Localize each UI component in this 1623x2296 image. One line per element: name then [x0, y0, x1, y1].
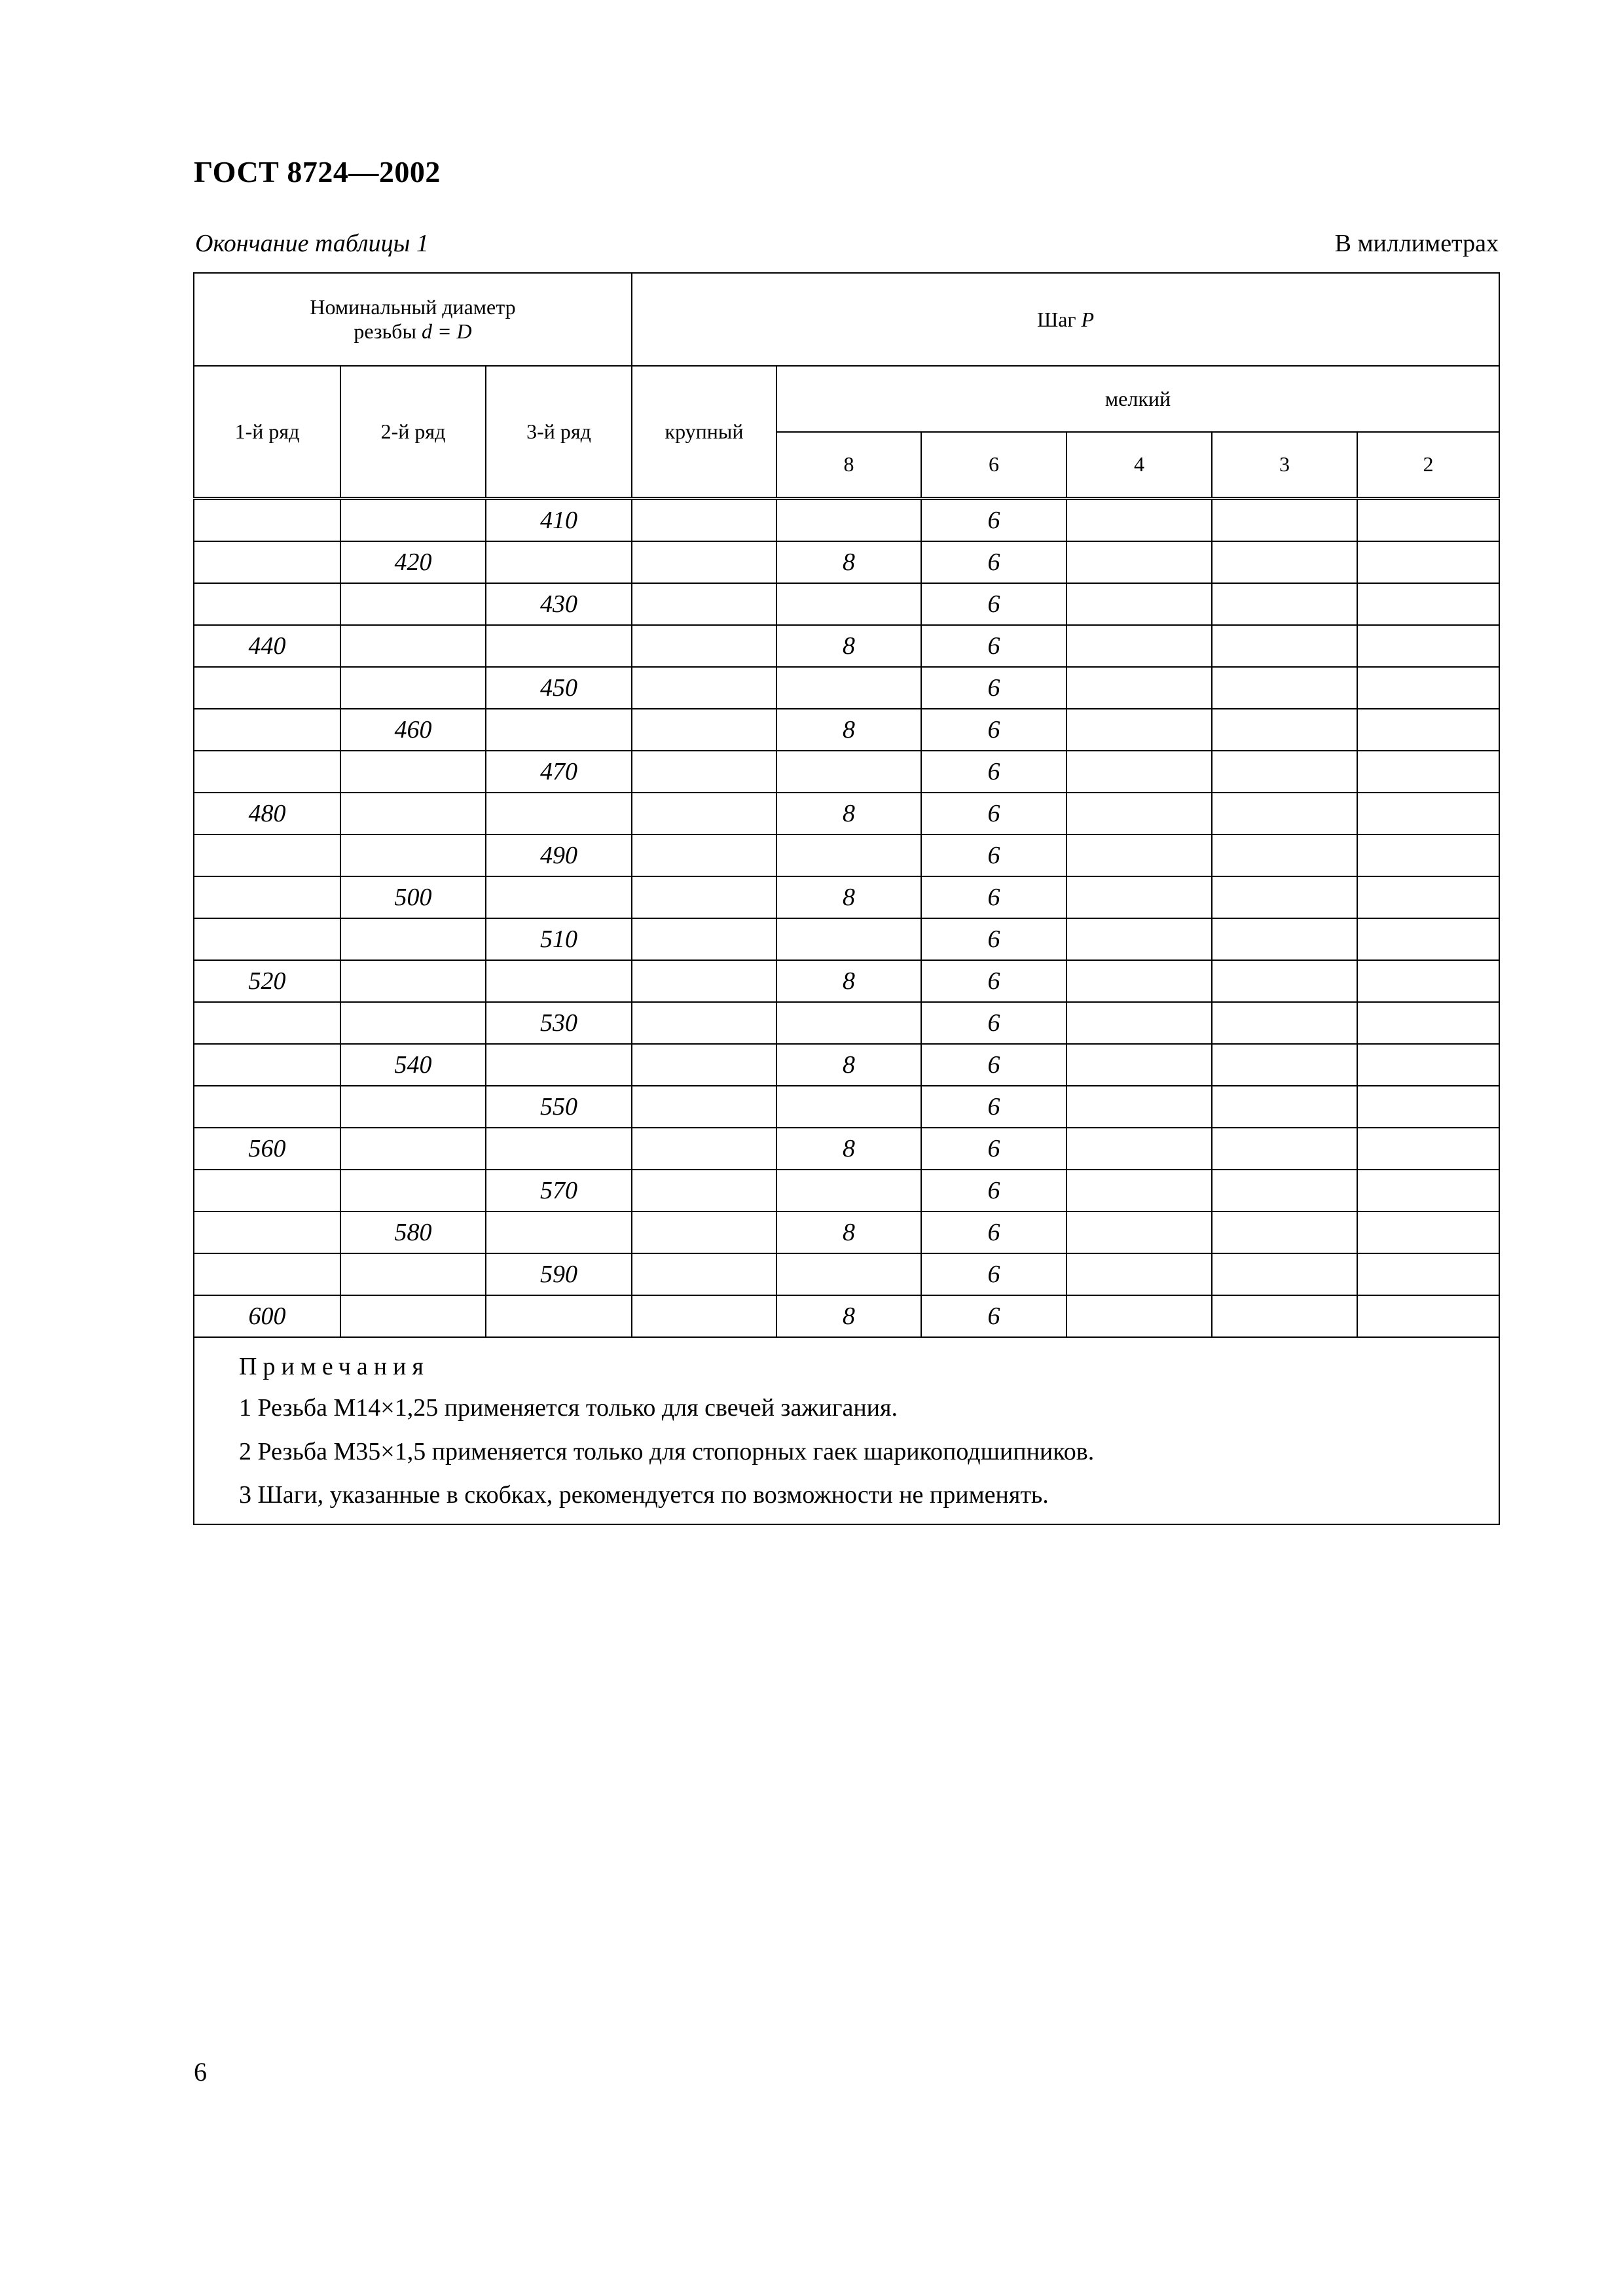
table-caption: Окончание таблицы 1 [195, 230, 429, 257]
pitch-symbol: P [1081, 307, 1095, 331]
nominal-diameter-formula: d = D [421, 319, 472, 343]
table-cell [776, 667, 921, 709]
table-cell [1212, 667, 1357, 709]
table-cell [1357, 834, 1499, 876]
fine-pitch-header: мелкий [776, 366, 1499, 432]
table-cell: 6 [921, 960, 1067, 1002]
table-cell: 6 [921, 1002, 1067, 1044]
table-cell [194, 498, 340, 541]
table-cell [1212, 1044, 1357, 1086]
table-cell: 450 [486, 667, 632, 709]
table-cell: 6 [921, 1170, 1067, 1211]
table-cell [340, 667, 486, 709]
table-cell [340, 960, 486, 1002]
note-item: 2 Резьба М35×1,5 применяется только для стопорных гаек шарикоподшипников. [239, 1437, 1095, 1465]
table-cell: 8 [776, 1295, 921, 1337]
table-cell: 6 [921, 751, 1067, 793]
table-cell [1357, 498, 1499, 541]
table-row [194, 1295, 1499, 1337]
table-cell [632, 960, 776, 1002]
table-cell [632, 1211, 776, 1253]
table-cell [1067, 1211, 1212, 1253]
table-cell [1357, 583, 1499, 625]
table-cell [632, 918, 776, 960]
table-cell: 460 [340, 709, 486, 751]
table-cell [776, 834, 921, 876]
table-cell [776, 498, 921, 541]
table-cell: 8 [776, 709, 921, 751]
note-item: 1 Резьба М14×1,25 применяется только для свечей зажигания. [239, 1394, 898, 1422]
table-cell [340, 1002, 486, 1044]
notes-heading: Примечания [239, 1352, 429, 1380]
table-cell [1067, 793, 1212, 834]
table-row [194, 541, 1499, 583]
table-cell [1212, 1002, 1357, 1044]
table-cell: 420 [340, 541, 486, 583]
table-cell: 6 [921, 709, 1067, 751]
table-cell [1357, 918, 1499, 960]
table-cell: 8 [776, 1128, 921, 1170]
table-cell: 6 [921, 1211, 1067, 1253]
table-cell [632, 1044, 776, 1086]
table-cell [340, 1086, 486, 1128]
row1-header: 1-й ряд [194, 366, 340, 498]
nominal-diameter-header [194, 273, 632, 366]
table-cell [1357, 625, 1499, 667]
table-cell: 520 [194, 960, 340, 1002]
table-cell [1357, 751, 1499, 793]
table-cell [340, 1170, 486, 1211]
table-cell [1212, 709, 1357, 751]
notes-block [194, 1337, 1499, 1524]
table-cell [1212, 1211, 1357, 1253]
fine-pitch-3-header: 3 [1212, 432, 1357, 498]
table-cell [1212, 876, 1357, 918]
table-cell [1357, 1128, 1499, 1170]
table-cell [486, 876, 632, 918]
table-cell [340, 498, 486, 541]
table-row [194, 1211, 1499, 1253]
note-item: 3 Шаги, указанные в скобках, рекомендуется по возможности не применять. [239, 1481, 1049, 1509]
table-cell: 410 [486, 498, 632, 541]
table-row [194, 1170, 1499, 1211]
table-cell [1067, 1295, 1212, 1337]
table-cell [1067, 667, 1212, 709]
coarse-pitch-header: крупный [632, 366, 776, 498]
table-cell [632, 625, 776, 667]
table-row [194, 498, 1499, 541]
table-cell [340, 751, 486, 793]
table-cell: 6 [921, 918, 1067, 960]
table-cell: 580 [340, 1211, 486, 1253]
table-cell [1357, 876, 1499, 918]
table-cell [1357, 1211, 1499, 1253]
table-cell: 6 [921, 625, 1067, 667]
table-cell [194, 667, 340, 709]
table-cell [194, 1253, 340, 1295]
table-cell [486, 1295, 632, 1337]
table-cell [632, 1086, 776, 1128]
table-cell [1067, 1002, 1212, 1044]
table-cell [1067, 583, 1212, 625]
table-cell [1067, 1128, 1212, 1170]
table-cell: 6 [921, 876, 1067, 918]
table-cell [1357, 793, 1499, 834]
pitch-header-label: Шаг [1036, 307, 1082, 331]
table-cell: 8 [776, 1211, 921, 1253]
table-cell [632, 709, 776, 751]
table-cell [1067, 498, 1212, 541]
table-cell [340, 918, 486, 960]
table-cell [1357, 1044, 1499, 1086]
table-cell [486, 960, 632, 1002]
nominal-diameter-header-line1: Номинальный диаметр [310, 295, 516, 319]
table-cell: 6 [921, 793, 1067, 834]
table-cell: 6 [921, 1128, 1067, 1170]
table-cell: 480 [194, 793, 340, 834]
table-cell [486, 1044, 632, 1086]
table-cell [1212, 1128, 1357, 1170]
table-cell [1067, 834, 1212, 876]
table-cell [1212, 1086, 1357, 1128]
table-cell [1067, 1086, 1212, 1128]
table-cell [1067, 751, 1212, 793]
table-cell: 6 [921, 1295, 1067, 1337]
table-cell [1212, 793, 1357, 834]
row2-header: 2-й ряд [340, 366, 486, 498]
table-cell: 470 [486, 751, 632, 793]
table-cell [632, 751, 776, 793]
table-cell [1357, 541, 1499, 583]
fine-pitch-4-header: 4 [1067, 432, 1212, 498]
table-cell [776, 918, 921, 960]
table-cell [1357, 1253, 1499, 1295]
units-label: В миллиметрах [1334, 230, 1499, 257]
table-cell [1212, 1295, 1357, 1337]
table-cell [1067, 918, 1212, 960]
table-cell [340, 1253, 486, 1295]
table-cell [1067, 876, 1212, 918]
table-row [194, 1044, 1499, 1086]
table-cell [1067, 1044, 1212, 1086]
table-row [194, 583, 1499, 625]
table-row [194, 667, 1499, 709]
table-cell [194, 1211, 340, 1253]
table-cell [1212, 583, 1357, 625]
table-cell [194, 1002, 340, 1044]
table-cell [1212, 834, 1357, 876]
row3-header: 3-й ряд [486, 366, 632, 498]
table-cell [1357, 960, 1499, 1002]
table-cell [632, 793, 776, 834]
table-cell: 540 [340, 1044, 486, 1086]
table-cell: 530 [486, 1002, 632, 1044]
table-cell: 550 [486, 1086, 632, 1128]
table-cell [632, 1170, 776, 1211]
table-body [194, 498, 1499, 1337]
table-cell: 570 [486, 1170, 632, 1211]
table-cell: 560 [194, 1128, 340, 1170]
table-cell [1212, 960, 1357, 1002]
table-row [194, 834, 1499, 876]
table-row [194, 751, 1499, 793]
table-cell [340, 625, 486, 667]
table-cell [1357, 1170, 1499, 1211]
table-cell [776, 1002, 921, 1044]
table-cell [1357, 1295, 1499, 1337]
table-cell [194, 583, 340, 625]
table-cell: 6 [921, 667, 1067, 709]
table-cell: 8 [776, 625, 921, 667]
table-cell [1357, 1002, 1499, 1044]
table-cell [340, 583, 486, 625]
table-cell [776, 1086, 921, 1128]
table-cell [340, 793, 486, 834]
table-cell [632, 667, 776, 709]
table-cell: 6 [921, 541, 1067, 583]
fine-pitch-8-header: 8 [776, 432, 921, 498]
table-cell [1357, 709, 1499, 751]
table-cell [1067, 1253, 1212, 1295]
table-cell [1067, 625, 1212, 667]
table-cell: 6 [921, 1253, 1067, 1295]
table-cell [1212, 625, 1357, 667]
table-cell: 440 [194, 625, 340, 667]
table-cell [1212, 751, 1357, 793]
table-row [194, 960, 1499, 1002]
table-row [194, 1253, 1499, 1295]
table-cell [194, 918, 340, 960]
table-cell [1067, 960, 1212, 1002]
table-cell [340, 1128, 486, 1170]
table-cell [1212, 1253, 1357, 1295]
table-cell [776, 751, 921, 793]
table-cell [1212, 541, 1357, 583]
table-cell [1357, 667, 1499, 709]
table-cell: 8 [776, 541, 921, 583]
table-cell: 6 [921, 583, 1067, 625]
table-cell [194, 1086, 340, 1128]
page-number: 6 [194, 2057, 207, 2087]
table-row [194, 709, 1499, 751]
table-cell: 430 [486, 583, 632, 625]
table-cell [194, 709, 340, 751]
table-cell [632, 1295, 776, 1337]
table-row [194, 1128, 1499, 1170]
table-cell [632, 541, 776, 583]
table-row [194, 1086, 1499, 1128]
table-cell: 500 [340, 876, 486, 918]
table-cell [1067, 541, 1212, 583]
document-title: ГОСТ 8724—2002 [194, 155, 441, 188]
table-row [194, 793, 1499, 834]
table-cell [1067, 1170, 1212, 1211]
table-cell [1212, 1170, 1357, 1211]
table-cell [340, 1295, 486, 1337]
table-cell: 6 [921, 1044, 1067, 1086]
table-cell: 8 [776, 960, 921, 1002]
table-cell: 6 [921, 834, 1067, 876]
table-cell [1067, 709, 1212, 751]
pitch-header [632, 273, 1499, 366]
table-cell [632, 583, 776, 625]
table-cell [1357, 1086, 1499, 1128]
table-row [194, 1002, 1499, 1044]
table-cell [776, 1170, 921, 1211]
table-cell [486, 1211, 632, 1253]
table-cell: 8 [776, 876, 921, 918]
fine-pitch-2-header: 2 [1357, 432, 1499, 498]
table-cell [194, 541, 340, 583]
table-cell [486, 793, 632, 834]
thread-pitch-table [193, 272, 1500, 1525]
table-cell: 6 [921, 498, 1067, 541]
table-cell [194, 1044, 340, 1086]
table-cell [486, 625, 632, 667]
table-cell [632, 876, 776, 918]
table-cell [486, 709, 632, 751]
table-cell [194, 751, 340, 793]
table-cell [486, 1128, 632, 1170]
table-cell [1212, 498, 1357, 541]
table-row [194, 625, 1499, 667]
table-cell [776, 1253, 921, 1295]
table-cell: 510 [486, 918, 632, 960]
table-cell [194, 834, 340, 876]
table-cell: 590 [486, 1253, 632, 1295]
table-cell [632, 1253, 776, 1295]
table-cell: 490 [486, 834, 632, 876]
table-cell [632, 1128, 776, 1170]
table-cell: 600 [194, 1295, 340, 1337]
table-cell: 8 [776, 1044, 921, 1086]
fine-pitch-6-header: 6 [921, 432, 1067, 498]
table-cell [632, 1002, 776, 1044]
nominal-diameter-header-line2: резьбы [354, 319, 422, 343]
table-cell: 8 [776, 793, 921, 834]
table-cell [194, 1170, 340, 1211]
table-row [194, 876, 1499, 918]
table-cell: 6 [921, 1086, 1067, 1128]
table-cell [632, 498, 776, 541]
table-row [194, 918, 1499, 960]
table-cell [486, 541, 632, 583]
table-cell [194, 876, 340, 918]
table-cell [776, 583, 921, 625]
table-cell [340, 834, 486, 876]
table-cell [1212, 918, 1357, 960]
table-cell [632, 834, 776, 876]
